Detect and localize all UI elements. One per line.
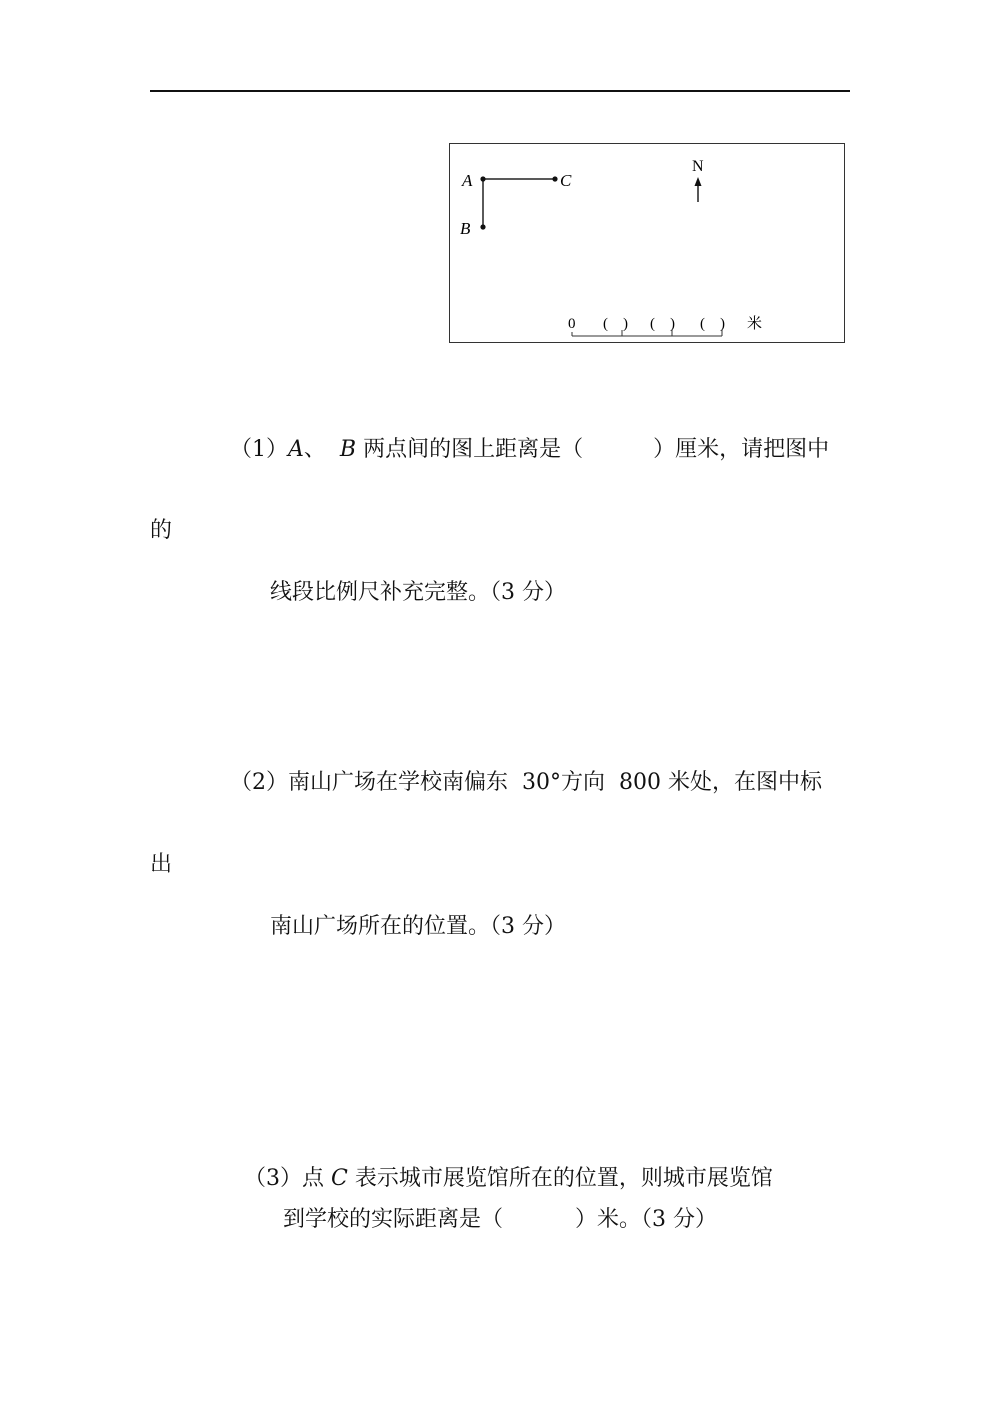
scale-blank-3: ( ) — [700, 316, 725, 332]
point-c-dot — [552, 176, 557, 181]
q1-point-a: A — [288, 437, 304, 462]
point-b-label: B — [460, 219, 471, 238]
north-label: N — [692, 158, 704, 175]
point-b-dot — [480, 224, 485, 229]
question-2-line-1: （2）南山广场在学校南偏东 30°方向 800 米处，在图中标 — [230, 770, 822, 795]
question-2-line-2: 南山广场所在的位置。（3 分） — [270, 914, 566, 939]
north-arrow-icon — [695, 177, 702, 186]
point-a-label: A — [462, 171, 473, 190]
q1-point-b: B — [339, 437, 357, 462]
scale-unit-label: 米 — [747, 314, 763, 332]
point-c-label: C — [560, 171, 572, 190]
question-1-line-2: 线段比例尺补充完整。（3 分） — [270, 580, 566, 605]
question-3-line-2: 到学校的实际距离是（ ）米。（3 分） — [283, 1207, 718, 1232]
map-svg — [450, 144, 846, 344]
scale-blank-2: ( ) — [650, 316, 675, 332]
point-a-dot — [480, 176, 485, 181]
question-1-wrap: 的 — [150, 518, 173, 543]
scale-blank-1: ( ) — [603, 316, 628, 332]
scale-zero-label: 0 — [568, 316, 576, 332]
map-figure — [449, 143, 845, 343]
question-3-line-1: （3）点 C 表示城市展览馆所在的位置，则城市展览馆 — [244, 1166, 773, 1191]
question-2-wrap: 出 — [150, 852, 173, 877]
header-rule — [150, 90, 850, 92]
question-1-line-1: （1）A、 B 两点间的图上距离是（ ）厘米，请把图中 — [230, 437, 830, 462]
q3-point-c: C — [331, 1166, 348, 1191]
